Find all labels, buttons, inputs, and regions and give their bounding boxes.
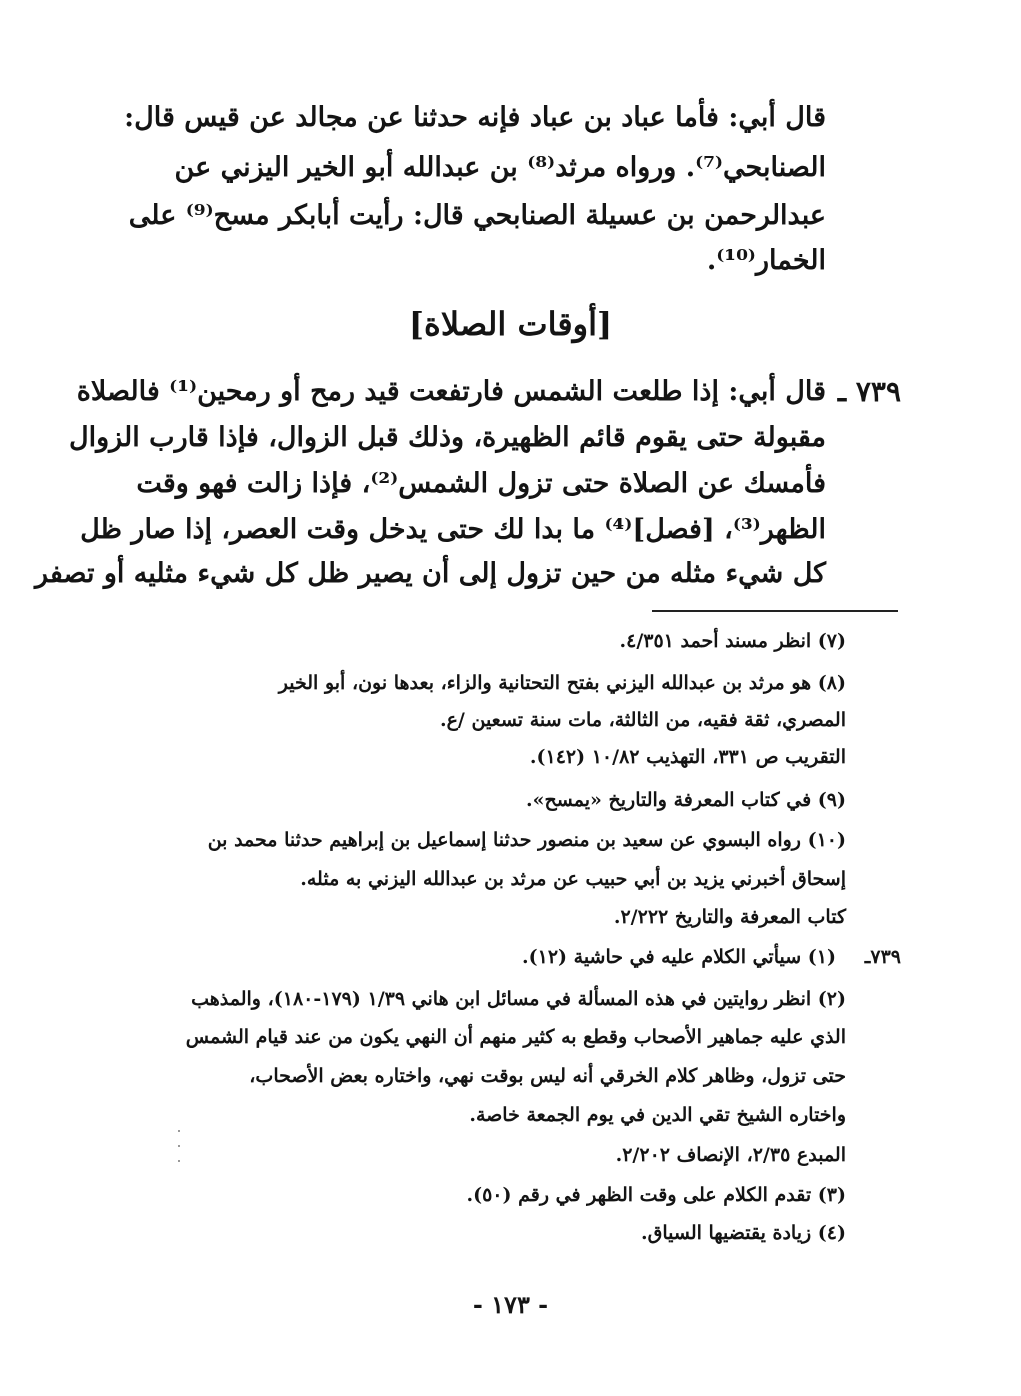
section-heading: [أوقات الصلاة]: [408, 305, 613, 343]
page-number: - ١٧٣ -: [472, 1290, 549, 1319]
footnote-separator: [652, 610, 898, 612]
footnote-line: المصري، ثقة فقيه، من الثالثة، مات سنة تسعين /ع.: [439, 709, 846, 731]
scan-speck: [178, 1160, 180, 1162]
footnote-line: حتى تزول، وظاهر كلام الخرقي أنه ليس بوقت نهي، واختاره بعض الأصحاب،: [249, 1065, 846, 1087]
footnote-line: كتاب المعرفة والتاريخ ٢/٢٢٢.: [613, 906, 846, 928]
entry-line: مقبولة حتى يقوم قائم الظهيرة، وذلك قبل الزوال، فإذا قارب الزوال: [68, 422, 826, 453]
footnote-line: (٨) هو مرثد بن عبدالله اليزني بفتح التحتانية والزاء، بعدها نون، أبو الخير: [278, 672, 846, 694]
footnote-line: المبدع ٢/٣٥، الإنصاف ٢/٢٠٢.: [615, 1144, 846, 1166]
top-paragraph-line: الصنابحي⁽⁷⁾. ورواه مرثد⁽⁸⁾ بن عبدالله أبو الخير اليزني عن: [174, 152, 826, 183]
footnote-line: (٣) تقدم الكلام على وقت الظهر في رقم (٥٠).: [466, 1184, 846, 1206]
top-paragraph-line: عبدالرحمن بن عسيلة الصنابحي قال: رأيت أبابكر مسح⁽⁹⁾ على: [128, 200, 826, 231]
footnote-line: الذي عليه جماهير الأصحاب وقطع به كثير منهم أن النهي يكون من عند قيام الشمس: [185, 1026, 846, 1048]
entry-line: قال أبي: إذا طلعت الشمس فارتفعت قيد رمح أو رمحين⁽¹⁾ فالصلاة: [76, 376, 826, 407]
entry-number: ٧٣٩ ـ: [837, 375, 901, 408]
top-paragraph-line: قال أبي: فأما عباد بن عباد فإنه حدثنا عن مجالد عن قيس قال:: [124, 102, 826, 133]
footnote-line: (١٠) رواه البسوي عن سعيد بن منصور حدثنا إسماعيل بن إبراهيم حدثنا محمد بن: [207, 829, 846, 851]
footnote-line: (٢) انظر روايتين في هذه المسألة في مسائل ابن هاني ١/٣٩ (١٧٩-١٨٠)، والمذهب: [191, 988, 846, 1010]
entry-line: فأمسك عن الصلاة حتى تزول الشمس⁽²⁾، فإذا زالت فهو وقت: [136, 468, 826, 499]
footnote-line: (٧) انظر مسند أحمد ٤/٣٥١.: [619, 630, 846, 652]
entry-line: الظهر⁽³⁾، [فصل]⁽⁴⁾ ما بدا لك حتى يدخل وقت العصر، إذا صار ظل: [80, 514, 826, 545]
footnote-entry-prefix: ٧٣٩ـ: [864, 946, 901, 968]
scan-speck: [178, 1130, 180, 1132]
top-paragraph-line: الخمار⁽¹⁰⁾.: [706, 245, 826, 276]
footnote-line: إسحاق أخبرني يزيد بن أبي حبيب عن مرثد بن عبدالله اليزني به مثله.: [300, 868, 846, 890]
footnote-line: (٩) في كتاب المعرفة والتاريخ «يمسح».: [526, 789, 846, 811]
footnote-line: (١) سيأتي الكلام عليه في حاشية (١٢).: [522, 946, 836, 968]
footnote-line: (٤) زيادة يقتضيها السياق.: [640, 1222, 846, 1244]
footnote-line: التقريب ص ٣٣١، التهذيب ١٠/٨٢ (١٤٢).: [529, 746, 846, 768]
entry-line: كل شيء مثله من حين تزول إلى أن يصير ظل كل شيء مثليه أو تصفر: [34, 558, 826, 589]
scan-speck: [178, 1145, 180, 1147]
footnote-line: واختاره الشيخ تقي الدين في يوم الجمعة خاصة.: [469, 1104, 846, 1126]
